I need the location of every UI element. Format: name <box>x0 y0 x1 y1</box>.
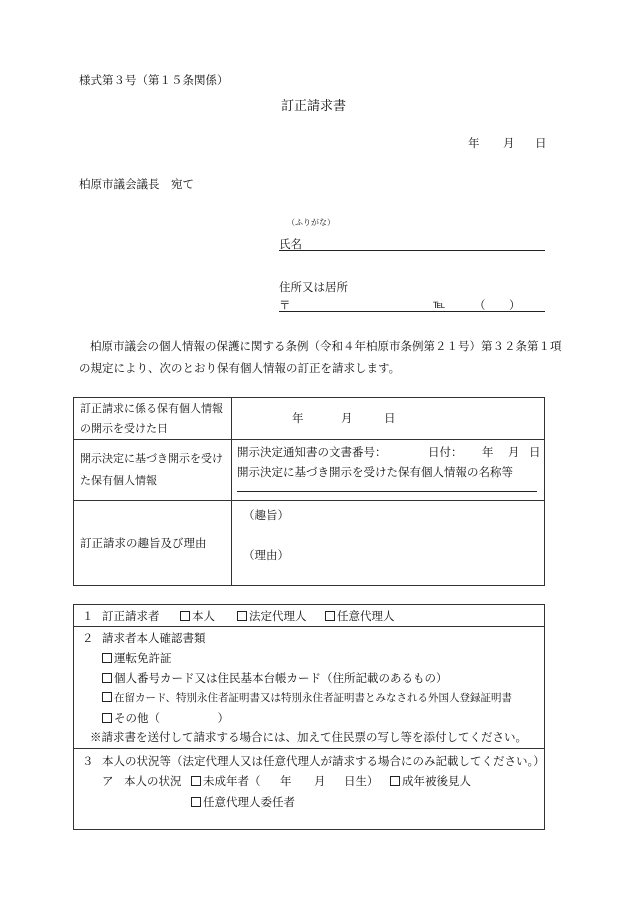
row2-name-label: 開示決定に基づき開示を受けた保有個人情報の名称等 <box>237 465 513 479</box>
s2-note: ※請求書を送付して請求する場合には、加えて住民票の写し等を添付してください。 <box>90 730 527 744</box>
body-line-1: 柏原市議会の個人情報の保護に関する条例（令和４年柏原市条例第２１号）第３２条第１項 <box>90 339 562 353</box>
s3-opt-voluntary-principal[interactable]: 任意代理人委任者 <box>191 794 295 810</box>
date-year: 年 <box>468 136 480 150</box>
s1-opt-legal-agent[interactable]: 法定代理人 <box>237 608 307 624</box>
s2-item-mynumber[interactable]: 個人番号カード又は住民基本台帳カード（住所記載のあるもの） <box>102 670 448 686</box>
checkbox-icon <box>102 713 112 723</box>
date-day: 日 <box>535 136 547 150</box>
furigana-label: （ふりがな） <box>287 218 335 227</box>
row3-label: 訂正請求の趣旨及び理由 <box>80 536 207 550</box>
s2-item-other[interactable]: その他（ ） <box>102 710 229 726</box>
tel-paren-close: ） <box>509 298 521 312</box>
s1-opt-voluntary-agent[interactable]: 任意代理人 <box>325 608 395 624</box>
section-2 <box>74 626 544 749</box>
s1-num: １ <box>82 609 94 623</box>
section-1 <box>74 605 544 627</box>
row2-label-1: 開示決定に基づき開示を受け <box>80 452 223 465</box>
row2-doc-no: 開示決定通知書の文書番号： <box>237 445 387 459</box>
table-row <box>74 440 545 501</box>
date-month: 月 <box>503 136 515 150</box>
s3-opt-minor[interactable]: 未成年者（ <box>191 773 261 789</box>
requester-info-box <box>73 604 545 830</box>
s1-label: 訂正請求者 <box>102 609 160 623</box>
s3-minor-month: 月 <box>314 774 326 788</box>
body-line-2: の規定により、次のとおり保有個人情報の訂正を請求します。 <box>79 361 401 375</box>
row1-year: 年 <box>292 411 304 425</box>
tel-mark: ℡ <box>433 297 446 311</box>
row2-day: 日 <box>529 445 541 459</box>
table-row <box>74 501 545 586</box>
row3-reason: （理由） <box>243 548 289 562</box>
name-underline <box>279 250 545 251</box>
row1-label-2: の開示を受けた日 <box>80 421 168 435</box>
row2-month: 月 <box>508 445 520 459</box>
address-label: 住所又は居所 <box>279 280 348 294</box>
checkbox-icon <box>102 692 112 702</box>
s2-label: 請求者本人確認書類 <box>102 631 206 645</box>
row2-name-underline <box>237 491 537 492</box>
s1-opt-self[interactable]: 本人 <box>180 608 215 624</box>
request-detail-table <box>73 397 545 586</box>
s2-item-residence-card[interactable]: 在留カード、特別永住者証明書又は特別永住者証明書とみなされる外国人登録証明書 <box>102 690 512 705</box>
s3-a-label: 本人の状況 <box>124 774 182 788</box>
table-row <box>74 398 545 440</box>
s3-minor-year: 年 <box>280 774 292 788</box>
s3-minor-day: 日生） <box>344 774 379 788</box>
s2-num: ２ <box>82 631 94 645</box>
row2-label-2: た保有個人情報 <box>80 474 157 487</box>
checkbox-icon <box>102 653 112 663</box>
s2-item-license[interactable]: 運転免許証 <box>102 650 172 666</box>
form-number: 様式第３号（第１５条関係） <box>79 73 229 87</box>
name-label: 氏名 <box>279 237 302 251</box>
checkbox-icon <box>191 797 201 807</box>
row2-date: 日付： <box>428 445 463 459</box>
row1-label-1: 訂正請求に係る保有個人情報 <box>80 401 223 415</box>
row2-year: 年 <box>482 445 494 459</box>
checkbox-icon <box>191 776 201 786</box>
row3-gist: （趣旨） <box>243 508 289 522</box>
checkbox-icon <box>102 673 112 683</box>
s3-num: ３ <box>82 754 94 768</box>
checkbox-icon <box>325 611 335 621</box>
s3-a-prefix: ア <box>102 774 114 788</box>
checkbox-icon <box>180 611 190 621</box>
s3-label: 本人の状況等（法定代理人又は任意代理人が請求する場合にのみ記載してください。） <box>102 754 545 768</box>
row1-day: 日 <box>384 411 396 425</box>
row1-month: 月 <box>341 411 353 425</box>
checkbox-icon <box>390 776 400 786</box>
page-title: 訂正請求書 <box>281 99 347 114</box>
s3-opt-adult-ward[interactable]: 成年被後見人 <box>390 773 471 789</box>
address-underline <box>279 311 545 312</box>
addressee: 柏原市議会議長 宛て <box>79 177 194 191</box>
postal-mark: 〒 <box>279 298 291 312</box>
tel-paren-open: （ <box>474 298 486 312</box>
checkbox-icon <box>237 611 247 621</box>
section-3 <box>74 748 544 829</box>
